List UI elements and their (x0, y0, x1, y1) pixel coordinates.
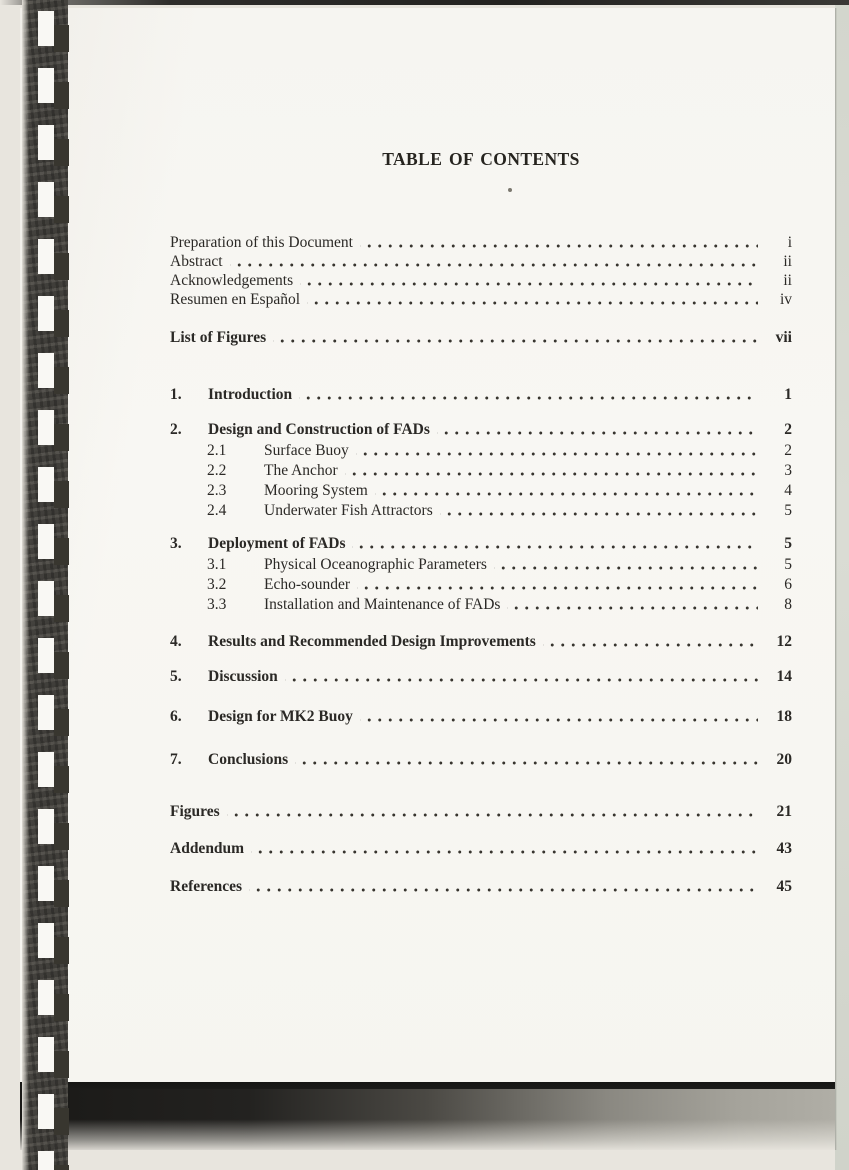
toc-entry-page: 2 (784, 442, 792, 459)
toc-entry-page: 6 (784, 576, 792, 593)
toc-entry-number: 3.2 (207, 576, 227, 593)
toc-row (170, 839, 792, 858)
toc-entry-label: Surface Buoy (264, 442, 349, 459)
page-title: TABLE OF CONTENTS (382, 149, 580, 169)
toc-entry-number: 2.1 (207, 442, 227, 459)
toc-entry-number: 2.4 (207, 502, 227, 519)
toc-entry-label: Discussion (208, 668, 278, 685)
toc-entry-page: 12 (776, 633, 792, 650)
toc-row (170, 750, 792, 769)
dot-leader-icon (494, 555, 758, 574)
toc-row (170, 328, 792, 347)
toc-row (170, 501, 792, 520)
toc-entry-page: iv (779, 291, 792, 308)
toc-entry-number: 3. (170, 535, 182, 552)
toc-entry-label: Echo-sounder (264, 576, 351, 593)
dot-leader-icon (345, 461, 758, 480)
dot-leader-icon (227, 802, 758, 821)
toc-row (170, 481, 792, 500)
dot-leader-icon (230, 252, 758, 271)
toc-entry-number: 2.2 (207, 462, 227, 479)
toc-entry-number: 5. (170, 668, 182, 685)
toc-back-matter (170, 802, 792, 896)
dot-leader-icon (543, 632, 758, 651)
dot-leader-icon (251, 839, 758, 858)
toc-entry-page: 18 (776, 708, 792, 725)
scan-bed-right-strip (835, 0, 849, 1170)
toc-entry-label: Physical Oceanographic Parameters (264, 556, 487, 573)
toc-entry-page: 45 (776, 878, 792, 895)
toc-entry-label: References (170, 878, 243, 895)
toc-front-matter (170, 233, 792, 309)
dot-leader-icon (507, 595, 758, 614)
toc-row (170, 575, 792, 594)
dot-leader-icon (249, 877, 758, 896)
toc-row (170, 877, 792, 896)
comb-binding-teeth (54, 0, 69, 1170)
dot-leader-icon (440, 501, 758, 520)
toc-row (170, 802, 792, 821)
comb-binding-holes (38, 0, 54, 1170)
toc-entry-page: ii (783, 272, 792, 289)
toc-entry-page: 21 (776, 803, 792, 820)
dot-leader-icon (352, 534, 758, 553)
dot-leader-icon (375, 481, 758, 500)
toc-row (170, 667, 792, 686)
dot-leader-icon (300, 271, 758, 290)
toc-entry-page: vii (775, 329, 792, 346)
toc-row (170, 595, 792, 614)
dot-leader-icon (360, 233, 758, 252)
page-content (170, 149, 792, 896)
toc-entry-label: Results and Recommended Design Improvements (208, 633, 536, 650)
scan-top-edge-shadow (0, 0, 849, 5)
toc-entry-page: 5 (784, 502, 792, 519)
toc-entry-number: 3.1 (207, 556, 227, 573)
toc-entry-label: Design for MK2 Buoy (208, 708, 353, 725)
toc-sections (170, 385, 792, 769)
toc-entry-page: 43 (776, 840, 792, 857)
toc-entry-label: Deployment of FADs (208, 535, 346, 552)
dot-leader-icon (285, 667, 758, 686)
toc-entry-page: 3 (784, 462, 792, 479)
toc-entry-label: Underwater Fish Attractors (264, 502, 433, 519)
toc-entry-number: 3.3 (207, 596, 227, 613)
toc-entry-page: ii (783, 253, 792, 270)
toc-entry-page: 14 (776, 668, 792, 685)
toc-entry-page: i (787, 234, 792, 251)
toc-entry-label: Addendum (170, 840, 245, 857)
scan-bottom-edge-shadow (20, 1082, 835, 1150)
toc-row (170, 252, 792, 271)
toc-entry-page: 2 (784, 421, 792, 438)
toc-row (170, 555, 792, 574)
toc-entry-page: 1 (784, 386, 792, 403)
toc-entry-page: 5 (784, 556, 792, 573)
dot-leader-icon (299, 385, 758, 404)
toc-entry-number: 6. (170, 708, 182, 725)
dot-leader-icon (437, 420, 758, 439)
dot-leader-icon (273, 328, 758, 347)
toc-row (170, 461, 792, 480)
toc-entry-number: 2.3 (207, 482, 227, 499)
toc-entry-label: List of Figures (170, 329, 267, 346)
toc-entry-label: Acknowledgements (170, 272, 294, 289)
toc-row (170, 290, 792, 309)
toc-entry-label: Mooring System (264, 482, 368, 499)
dot-leader-icon (357, 575, 758, 594)
toc-entry-label: Preparation of this Document (170, 234, 353, 251)
toc-entry-label: Conclusions (208, 751, 289, 768)
toc-row (170, 271, 792, 290)
toc-entry-number: 2. (170, 421, 182, 438)
toc-entry-page: 5 (784, 535, 792, 552)
toc-row (170, 707, 792, 726)
toc-row (170, 233, 792, 252)
toc-entry-number: 4. (170, 633, 182, 650)
dot-leader-icon (307, 290, 758, 309)
toc-entry-label: Resumen en Español (170, 291, 301, 308)
scan-artifact-dot (508, 188, 512, 192)
toc-entry-page: 20 (776, 751, 792, 768)
toc-list-of-figures (170, 328, 792, 347)
document-page (20, 8, 836, 1150)
toc-entry-number: 1. (170, 386, 182, 403)
toc-row (170, 441, 792, 460)
toc-entry-label: Introduction (208, 386, 293, 403)
toc-row (170, 534, 792, 553)
toc-entry-label: Figures (170, 803, 220, 820)
dot-leader-icon (295, 750, 758, 769)
toc-entry-label: Installation and Maintenance of FADs (264, 596, 501, 613)
toc-entry-page: 8 (784, 596, 792, 613)
dot-leader-icon (356, 441, 758, 460)
toc-entry-number: 7. (170, 751, 182, 768)
toc-row (170, 420, 792, 439)
toc-row (170, 385, 792, 404)
toc-entry-label: Design and Construction of FADs (208, 421, 430, 438)
toc-entry-label: Abstract (170, 253, 223, 270)
toc-entry-label: The Anchor (264, 462, 338, 479)
dot-leader-icon (360, 707, 758, 726)
toc-row (170, 632, 792, 651)
toc-entry-page: 4 (784, 482, 792, 499)
